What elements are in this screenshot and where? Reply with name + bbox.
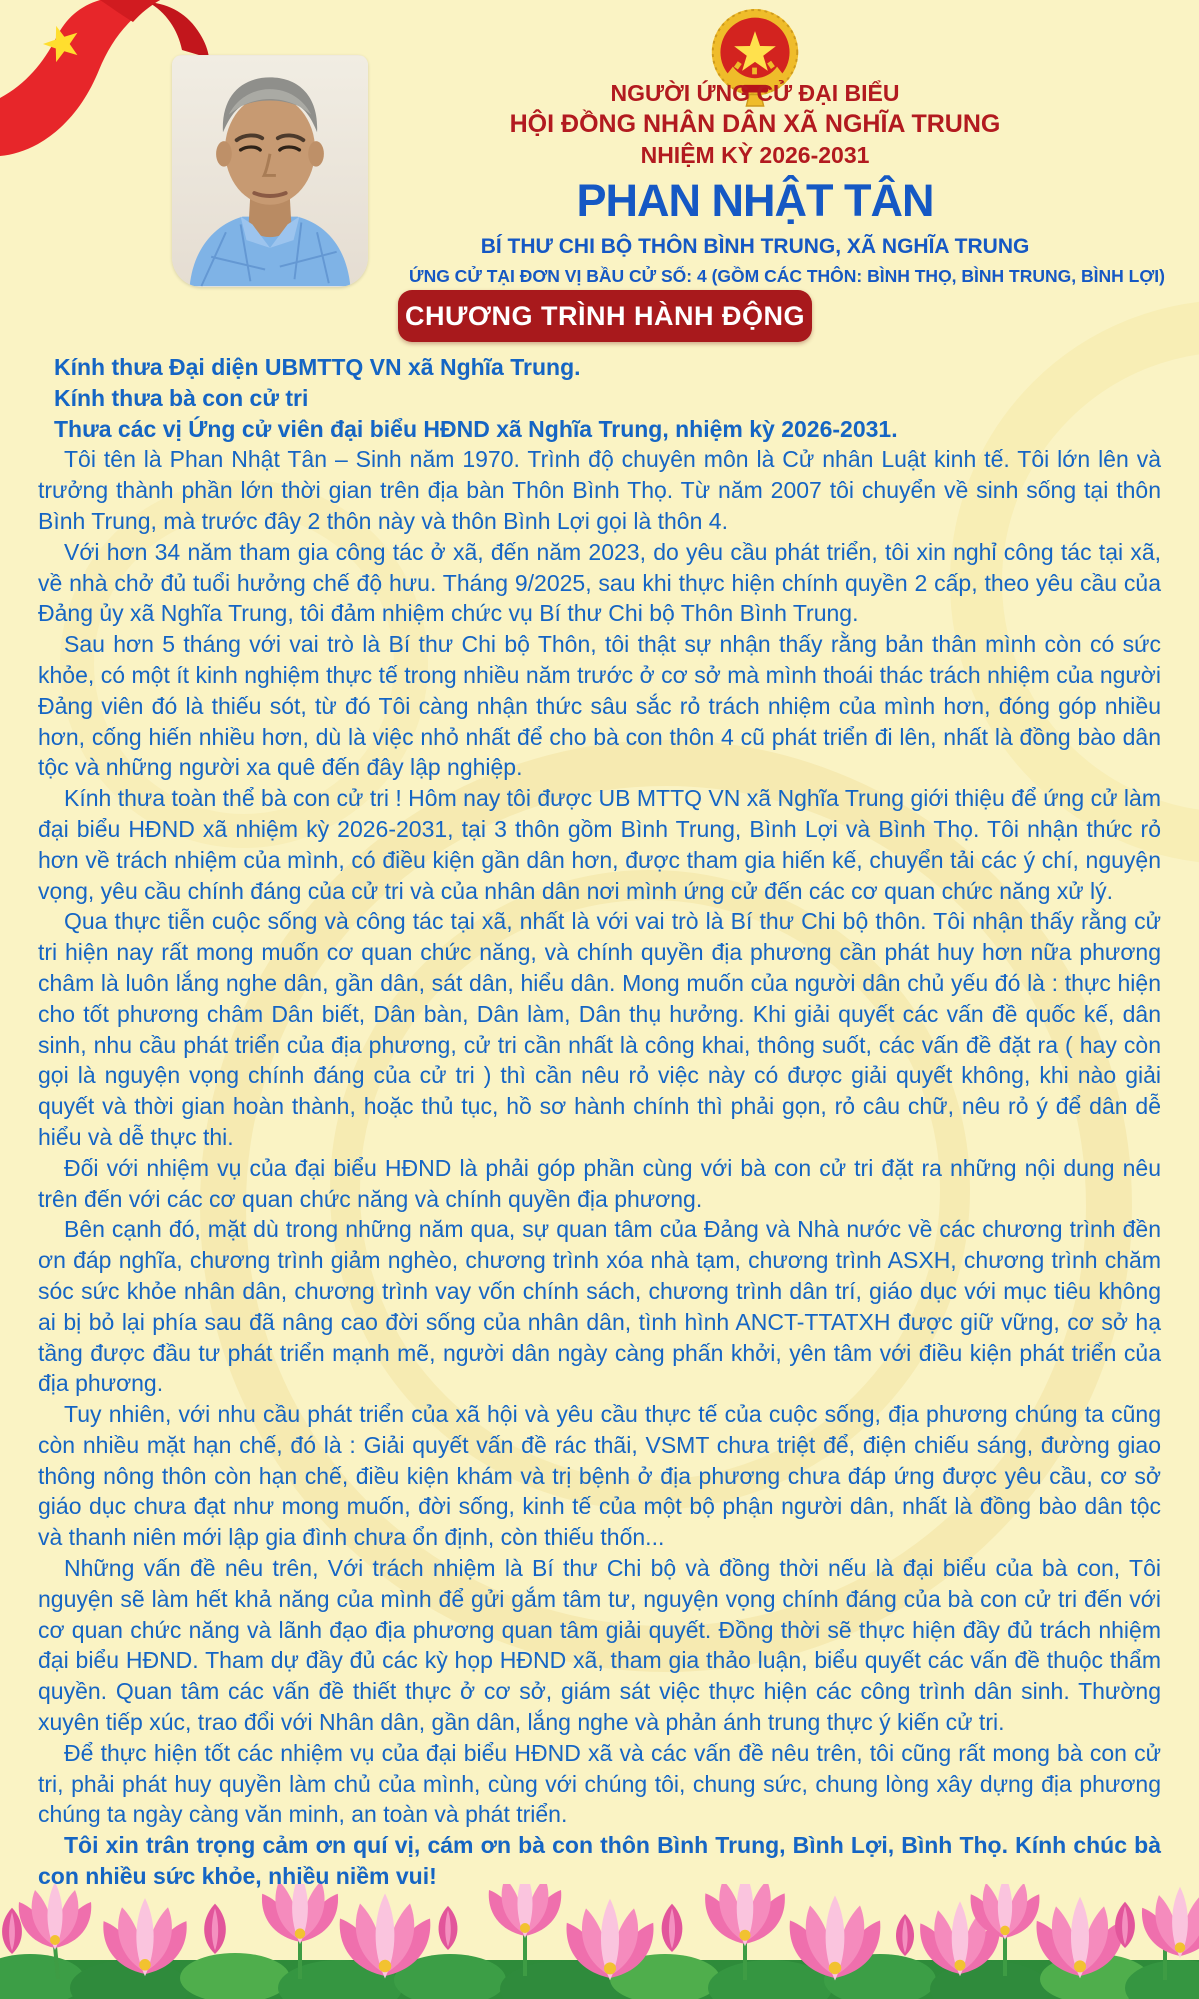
speech-paragraph: Qua thực tiễn cuộc sống và công tác tại xã, nhất là với vai trò là Bí thư Chi bộ thôn. Tôi nhận thấy rằng cử tri hiện nay rất mong muốn cơ quan chức năng, và chính quyền địa phương cần phát huy hơn nữa phương châm là luôn lắng nghe dân, gần dân, sát dân, hiểu dân. Mong muốn của người dân chủ yếu đó là : thực hiện cho tốt phương châm Dân biết, Dân bàn, Dân làm, Dân thụ hưởng. Khi giải quyết các vấn đề quốc kế, dân sinh, nhu cầu phát triển của địa phương, cử tri cần nhất là công khai, thông suốt, các vấn đề đặt ra ( hay còn gọi là nguyện vọng chính đáng của cử tri ) thì cần nêu rỏ việc này có được giải quyết không, khi nào giải quyết và thời gian hoàn thành, hoặc thủ tục, hồ sơ hành chính thì phải gọn, rỏ câu chữ, nêu rỏ ý để dân dễ hiểu và dễ thực thi. [38,908,1161,1150]
program-title-banner [398,290,812,342]
salutation-line: Thưa các vị Ứng cử viên đại biểu HĐND xã Nghĩa Trung, nhiệm kỳ 2026-2031. [54,415,898,442]
speech-paragraph: Đối với nhiệm vụ của đại biểu HĐND là phải góp phần cùng với bà con cử tri đặt ra những nội dung nêu trên đến với các cơ quan chức năng và chính quyền địa phương. [38,1154,1161,1212]
salutation-line: Kính thưa Đại diện UBMTTQ VN xã Nghĩa Trung. [54,354,581,380]
closing-paragraph: Tôi xin trân trọng cảm ơn quí vị, cám ơn bà con thôn Bình Trung, Bình Lợi, Bình Thọ. Kính chúc bà con nhiều sức khỏe, nhiều niềm vui! [38,1832,1161,1890]
program-title: CHƯƠNG TRÌNH HÀNH ĐỘNG [405,300,805,331]
speech-paragraph: Tôi tên là Phan Nhật Tân – Sinh năm 1970. Trình độ chuyên môn là Cử nhân Luật kinh tế. Tôi lớn lên và trưởng thành phần lớn thời gian trên địa bàn Thôn Bình Thọ. Từ năm 2007 tôi chuyển về sinh sống tại thôn Bình Trung, mà trước đây 2 thôn này và thôn Bình Lợi gọi là thôn 4. [38,446,1161,534]
speech-paragraph: Sau hơn 5 tháng với vai trò là Bí thư Chi bộ Thôn, tôi thật sự nhận thấy rằng bản thân mình còn có sức khỏe, có một ít kinh nghiệm thực tế trong nhiều năm trước ở cơ sở mà mình thoái thác trách nhiệm của người Đảng viên đó là thiếu sót, từ đó Tôi càng nhận thức sâu sắc rỏ trách nhiệm của mình hơn, đóng góp nhiều hơn, cống hiến nhiều hơn, dù là việc nhỏ nhất để cho bà con thôn 4 cũ phát triển đi lên, nhất là đồng bào dân tộc và những người xa quê đến đây lập nghiệp. [38,631,1161,781]
speech-paragraph: Với hơn 34 năm tham gia công tác ở xã, đến năm 2023, do yêu cầu phát triển, tôi xin nghỉ công tác tại xã, về nhà chở đủ tuổi hưởng chế độ hưu. Tháng 9/2025, sau khi thực hiện chính quyền 2 cấp, theo yêu cầu của Đảng ủy xã Nghĩa Trung, tôi đảm nhiệm chức vụ Bí thư Chi bộ Thôn Bình Trung. [38,538,1161,627]
speech-paragraph: Bên cạnh đó, mặt dù trong những năm qua, sự quan tâm của Đảng và Nhà nước về các chương trình đền ơn đáp nghĩa, chương trình giảm nghèo, chương trình xóa nhà tạm, chương trình ASXH, chương trình chăm sóc sức khỏe nhân dân, chương trình vay vốn chính sách, chương trình dân trí, giáo dục với mục tiêu không ai bị bỏ lại phía sau đã nâng cao đời sống của nhân dân, tình hình ANCT-TTATXH được giữ vững, cơ sở hạ tầng được đầu tư phát triển mạnh mẽ, người dân ngày càng phấn khởi, yên tâm với điều kiện phát triển của địa phương. [38,1216,1161,1397]
candidate-portrait-graphic [172,55,368,287]
header-org-line1: NGƯỜI ỨNG CỬ ĐẠI BIỂU [610,80,900,106]
header-term-line: NHIỆM KỲ 2026-2031 [640,142,870,168]
header-org-line2: HỘI ĐỒNG NHÂN DÂN XÃ NGHĨA TRUNG [509,110,1001,138]
speech-paragraph: Những vấn đề nêu trên, Với trách nhiệm là Bí thư Chi bộ và đồng thời nếu là đại biểu của bà con, Tôi nguyện sẽ làm hết khả năng của mình để gửi gắm tâm tư, nguyện vọng chính đáng của bà con cử tri đến với cơ quan chức năng và lãnh đạo địa phương quan tâm giải quyết. Đồng thời sẽ thực hiện đầy đủ trách nhiệm đại biểu HĐND. Tham dự đầy đủ các kỳ họp HĐND xã, tham gia thảo luận, biểu quyết các vấn đề thuộc thẩm quyền. Quan tâm các vấn đề thiết thực ở cơ sở, giám sát việc thực hiện các công trình dân sinh. Thường xuyên tiếp xúc, trao đổi với Nhân dân, gần dân, lắng nghe và phản ánh trung thực ý kiến cử tri. [38,1555,1161,1736]
speech-paragraph: Để thực hiện tốt các nhiệm vụ của đại biểu HĐND xã và các vấn đề nêu trên, tôi cũng rất mong bà con cử tri, phải phát huy quyền làm chủ của mình, cùng với chúng tôi, chung sức, chung lòng xây dựng địa phương chúng ta ngày càng văn minh, an toàn và phát triển. [38,1739,1161,1828]
lotus-flowers-decoration [0,1884,1199,1999]
speech-paragraph: Tuy nhiên, với nhu cầu phát triển của xã hội và yêu cầu thực tế của cuộc sống, địa phương chúng ta cũng còn nhiều mặt hạn chế, đó là : Giải quyết vấn đề rác thãi, VSMT chưa triệt để, điện chiếu sáng, đường giao thông nông thôn còn hạn chế, điều kiện khám và trị bệnh ở địa phương chưa đáp ứng được yêu cầu, cơ sở giáo dục chưa đạt như mong muốn, đời sống, kinh tế của một bộ phận người dân, nhất là đồng bào dân tộc và thanh niên mới lập gia đình chưa ổn định, còn thiếu thốn... [38,1401,1161,1551]
salutation-line: Kính thưa bà con cử tri [54,384,309,411]
speech-body [38,352,1161,1892]
header [350,80,1165,287]
candidate-portrait [172,55,368,287]
candidate-election-unit: ỨNG CỬ TẠI ĐƠN VỊ BẦU CỬ SỐ: 4 (GỒM CÁC THÔN: BÌNH THỌ, BÌNH TRUNG, BÌNH LỢI) [409,266,1165,286]
candidate-name: PHAN NHẬT TÂN [576,175,934,226]
candidate-position: BÍ THƯ CHI BỘ THÔN BÌNH TRUNG, XÃ NGHĨA TRUNG [480,235,1030,258]
speech-paragraph: Kính thưa toàn thể bà con cử tri ! Hôm nay tôi được UB MTTQ VN xã Nghĩa Trung giới thiệu để ứng cử làm đại biểu HĐND xã nhiệm kỳ 2026-2031, tại 3 thôn gồm Bình Trung, Bình Lợi và Bình Thọ. Tôi nhận thức rỏ hơn về trách nhiệm của mình, có điều kiện gần dân hơn, được tham gia hiến kế, chuyển tải các ý chí, nguyện vọng, yêu cầu chính đáng của cử tri và của nhân dân nơi mình ứng cử đến các cơ quan chức năng xử lý. [38,785,1161,904]
